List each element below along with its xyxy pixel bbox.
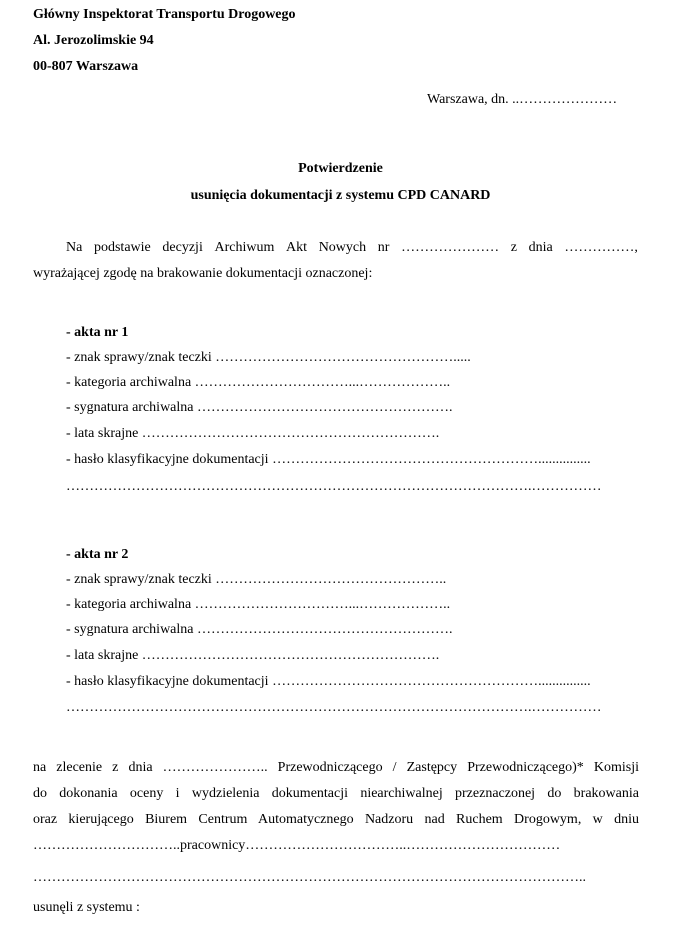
record-continuation[interactable]: ……………………………………………………………………………………….……………	[66, 700, 602, 715]
field-value[interactable]: …………………………………………….....	[215, 350, 471, 365]
intro-word: dnia	[528, 240, 553, 255]
field-label: - sygnatura archiwalna	[66, 400, 194, 415]
decision-date-field[interactable]: ……………,	[564, 240, 638, 255]
field-label: - znak sprawy/znak teczki	[66, 572, 212, 587]
decision-number-field[interactable]: …………………	[401, 240, 500, 255]
commission-line-4[interactable]: …………………………..pracownicy……………………………..……………………………	[33, 838, 561, 853]
intro-word: decyzji	[162, 240, 203, 255]
intro-word: Nowych	[318, 240, 367, 255]
record-field	[66, 622, 453, 638]
field-label: - lata skrajne	[66, 426, 139, 441]
record-field	[66, 452, 591, 468]
field-value[interactable]: ……………………………...………………..	[194, 597, 451, 612]
record-field	[66, 597, 450, 613]
field-label: - hasło klasyfikacyjne dokumentacji	[66, 674, 269, 689]
field-value[interactable]: ……………………………………………….	[197, 622, 453, 637]
intro-word: nr	[377, 240, 390, 255]
intro-word: Akt	[286, 240, 308, 255]
record-heading: - akta nr 2	[66, 547, 129, 562]
field-label: - znak sprawy/znak teczki	[66, 350, 212, 365]
commission-line-3: oraz kierującego Biurem Centrum Automatycznego Nadzoru nad Ruchem Drogowym, w dniu	[33, 812, 639, 827]
field-value[interactable]: ……………………………...………………..	[194, 375, 451, 390]
record-field	[66, 674, 591, 690]
field-value[interactable]: …………………………………………………...............	[272, 674, 591, 689]
field-value[interactable]: …………………………………………..	[215, 572, 447, 587]
sender-city: 00-807 Warszawa	[33, 59, 139, 74]
closing-text: usunęli z systemu :	[33, 900, 140, 915]
record-field	[66, 375, 450, 391]
commission-line-1: na zlecenie z dnia ………………….. Przewodniczącego / Zastępcy Przewodniczącego)* Komisji	[33, 760, 639, 775]
field-value[interactable]: …………………………………………………...............	[272, 452, 591, 467]
record-heading: - akta nr 1	[66, 325, 129, 340]
sender-name: Główny Inspektorat Transportu Drogowego	[33, 7, 296, 22]
record-field	[66, 350, 471, 366]
record-field	[66, 572, 446, 588]
field-label: - sygnatura archiwalna	[66, 622, 194, 637]
intro-line-1	[66, 240, 638, 256]
record-field	[66, 400, 453, 416]
intro-word: Na	[66, 240, 83, 255]
field-value[interactable]: ……………………………………………………….	[141, 648, 440, 663]
document-title: Potwierdzenie	[298, 161, 383, 176]
commission-line-5[interactable]: ………………………………………………………………………………………………………..	[33, 870, 586, 885]
field-label: - hasło klasyfikacyjne dokumentacji	[66, 452, 269, 467]
record-field	[66, 648, 439, 664]
record-field	[66, 426, 439, 442]
commission-line-2: do dokonania oceny i wydzielenia dokumentacji niearchiwalnej przeznaczonej do brakowania	[33, 786, 639, 801]
field-value[interactable]: ……………………………………………………….	[141, 426, 440, 441]
intro-word: podstawie	[93, 240, 151, 255]
field-value[interactable]: ……………………………………………….	[197, 400, 453, 415]
field-label: - kategoria archiwalna	[66, 597, 192, 612]
field-label: - lata skrajne	[66, 648, 139, 663]
document-subtitle: usunięcia dokumentacji z systemu CPD CANARD	[190, 188, 491, 203]
intro-word: z	[510, 240, 517, 255]
field-label: - kategoria archiwalna	[66, 375, 192, 390]
record-continuation[interactable]: ……………………………………………………………………………………….……………	[66, 479, 602, 494]
intro-line-2: wyrażającej zgodę na brakowanie dokumentacji oznaczonej:	[33, 266, 373, 281]
sender-street: Al. Jerozolimskie 94	[33, 33, 154, 48]
date-line: Warszawa, dn. ..…………………	[427, 92, 618, 107]
intro-word: Archiwum	[214, 240, 275, 255]
